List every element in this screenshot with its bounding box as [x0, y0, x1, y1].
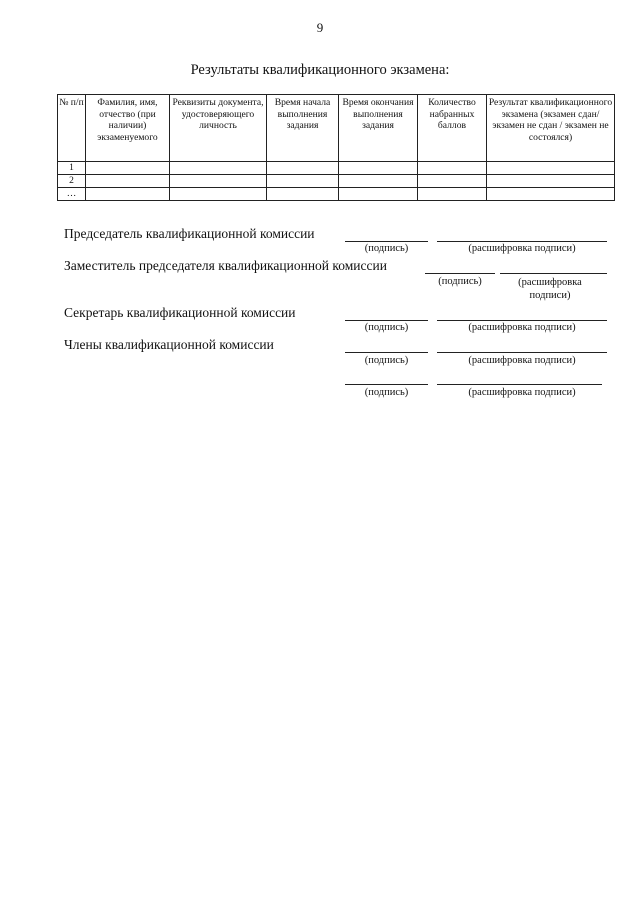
table-cell — [86, 162, 170, 175]
table-cell — [487, 162, 615, 175]
secretary-decoding-line — [437, 320, 607, 321]
member-1-signature-caption: (подпись) — [364, 355, 409, 366]
row-number: 2 — [58, 175, 86, 188]
deputy-decoding-line — [500, 273, 607, 274]
chairman-label: Председатель квалификационной комиссии — [64, 226, 315, 241]
members-label: Члены квалификационной комиссии — [64, 337, 274, 352]
table-cell — [170, 162, 267, 175]
deputy-decoding-caption: (расшифровка подписи) — [518, 277, 582, 301]
member-2-signature-line — [345, 384, 428, 385]
chairman-decoding-caption: (расшифровка подписи) — [468, 243, 576, 254]
table-cell — [487, 188, 615, 201]
header-score: Количество набранных баллов — [418, 95, 487, 162]
header-start-time: Время начала выполнения задания — [267, 95, 339, 162]
results-table — [57, 94, 615, 201]
table-cell — [86, 188, 170, 201]
table-cell — [339, 175, 418, 188]
member-2-decoding-line — [437, 384, 602, 385]
chairman-decoding-line — [437, 241, 607, 242]
table-header-row — [58, 95, 615, 162]
row-number: … — [58, 188, 86, 201]
table-cell — [170, 175, 267, 188]
deputy-signature-line — [425, 273, 495, 274]
document-title: Результаты квалификационного экзамена: — [190, 62, 450, 78]
table-cell — [86, 175, 170, 188]
page-number: 9 — [316, 20, 324, 35]
secretary-label: Секретарь квалификационной комиссии — [64, 305, 296, 320]
member-1-signature-line — [345, 352, 428, 353]
header-id-document: Реквизиты документа, удостоверяющего личность — [170, 95, 267, 162]
secretary-signature-caption: (подпись) — [364, 322, 409, 333]
header-end-time: Время окончания выполнения задания — [339, 95, 418, 162]
table-cell — [267, 162, 339, 175]
table-cell — [418, 162, 487, 175]
member-2-decoding-caption: (расшифровка подписи) — [468, 387, 576, 398]
member-2-signature-caption: (подпись) — [364, 387, 409, 398]
deputy-signature-caption: (подпись) — [438, 276, 482, 287]
table-row — [58, 175, 615, 188]
table-cell — [267, 175, 339, 188]
table-row — [58, 162, 615, 175]
table-cell — [418, 188, 487, 201]
table-cell — [418, 175, 487, 188]
table-cell — [267, 188, 339, 201]
table-cell — [487, 175, 615, 188]
chairman-signature-caption: (подпись) — [364, 243, 409, 254]
header-result: Результат квалификационного экзамена (экзамен сдан/ экзамен не сдан / экзамен не состоялся) — [487, 95, 615, 162]
chairman-signature-line — [345, 241, 428, 242]
row-number: 1 — [58, 162, 86, 175]
member-1-decoding-caption: (расшифровка подписи) — [468, 355, 576, 366]
table-cell — [339, 188, 418, 201]
secretary-decoding-caption: (расшифровка подписи) — [468, 322, 576, 333]
secretary-signature-line — [345, 320, 428, 321]
member-1-decoding-line — [437, 352, 607, 353]
header-number: № п/п — [58, 95, 86, 162]
table-cell — [339, 162, 418, 175]
table-row — [58, 188, 615, 201]
table-cell — [170, 188, 267, 201]
header-full-name: Фамилия, имя, отчество (при наличии) экзаменуемого — [86, 95, 170, 162]
deputy-label: Заместитель председателя квалификационной комиссии — [64, 258, 387, 273]
